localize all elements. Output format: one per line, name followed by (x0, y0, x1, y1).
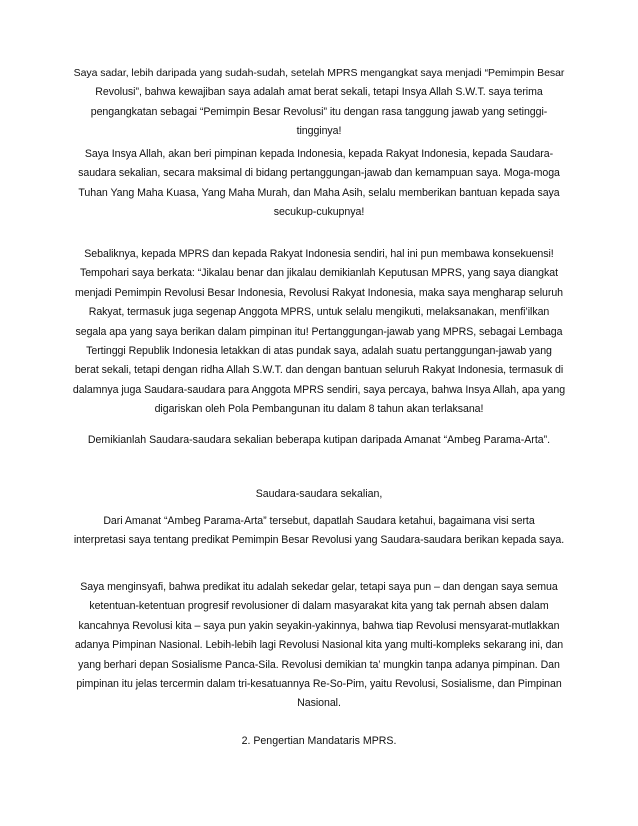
text-line: Tuhan Yang Maha Kuasa, Yang Maha Murah, dan Maha Asih, selalu memberikan bantuan kepada saya (78, 186, 560, 199)
text-line: Sebaliknya, kepada MPRS dan kepada Rakyat Indonesia sendiri, hal ini pun membawa konsekuensi! (84, 248, 554, 260)
text-line: Rakyat, termasuk juga segenap Anggota MPRS, untuk selalu mengikuti, melaksanakan, menfi’ilkan (88, 306, 550, 319)
paragraph-pemimpin-besar-revolusi (72, 64, 566, 142)
paragraph-konsekuensi (72, 245, 566, 420)
text-line: Dari Amanat “Ambeg Parama-Arta” tersebut, dapatlah Saudara ketahui, bagaimana visi serta (103, 515, 535, 527)
paragraph-pimpinan-nasional (72, 578, 566, 714)
section-heading: 2. Pengertian Mandataris MPRS. (241, 735, 397, 747)
text-line: menjadi Pemimpin Revolusi Besar Indonesia, Revolusi Rakyat Indonesia, maka saya mengharap seluruh (74, 286, 564, 299)
text-line: tingginya! (296, 125, 342, 138)
text-line: Revolusi”, bahwa kewajiban saya adalah amat berat sekali, tetapi Insya Allah S.W.T. saya terima (95, 86, 543, 99)
text-line: Nasional. (297, 697, 341, 710)
text-line: yang berhari depan Sosialisme Panca-Sila. Revolusi demikian ta’ mungkin tanpa adanya pimpinan. Dan (78, 658, 560, 671)
text-line: secukup-cukupnya! (273, 206, 365, 219)
text-line: kancahnya Revolusi kita – saya pun yakin seyakin-yakinnya, bahwa tiap Revolusi mensyarat-mutlakkan (78, 619, 560, 632)
text-line: segala apa yang saya berikan dalam pimpinan itu! Pertanggungan-jawab yang MPRS, sebagai Lembaga (75, 325, 563, 338)
text-line: pengangkatan sebagai “Pemimpin Besar Revolusi” itu dengan rasa tanggung jawab yang setinggi- (90, 105, 548, 118)
text-line: Saya menginsyafi, bahwa predikat itu adalah sekedar gelar, tetapi saya pun – dan dengan saya semua (80, 581, 558, 593)
paragraph-beri-pimpinan (72, 145, 566, 223)
text-line: interpretasi saya tentang predikat Pemimpin Besar Revolusi yang Saudara-saudara berikan kepada saya. (73, 534, 565, 547)
text-line: Tempohari saya berkata: “Jikalau benar dan jikalau demikianlah Keputusan MPRS, yang saya diangkat (79, 267, 559, 280)
text-line: digariskan oleh Pola Pembangunan itu dalam 8 tahun akan terlaksana! (154, 403, 484, 416)
text-line: berat sekali, tetapi dengan ridha Allah S.W.T. dan dengan bantuan seluruh Rakyat Indonesia, termasuk di (74, 364, 564, 377)
text-line: pimpinan itu jelas tercermin dalam tri-kesatuannya Re-So-Pim, yaitu Revolusi, Sosialisme, dan Pimpinan (76, 678, 562, 691)
text-line: ketentuan-ketentuan progresif revolusioner di dalam masyarakat kita yang tak pernah absen dalam (89, 600, 549, 613)
text-line: Tertinggi Republik Indonesia letakkan di atas pundak saya, adalah suatu pertanggungan-jawab yang (86, 345, 552, 358)
text-line: Saya sadar, lebih daripada yang sudah-sudah, setelah MPRS mengangkat saya menjadi “Pemimpin Besar (73, 67, 565, 79)
text-line: adanya Pimpinan Nasional. Lebih-lebih lagi Revolusi Nasional kita yang multi-kompleks sekarang ini, dan (74, 639, 564, 652)
text-line: saudara sekalian, secara maksimal di bidang pertanggungan-jawab dan kemampuan saya. Moga-moga (78, 167, 560, 180)
paragraph-visi-interpretasi (72, 512, 566, 551)
text-line: dalamnya juga Saudara-saudara para Anggota MPRS sendiri, saya percaya, bahwa Insya Allah, apa yang (72, 383, 566, 396)
text-line: Saya Insya Allah, akan beri pimpinan kepada Indonesia, kepada Rakyat Indonesia, kepada Saudara- (84, 148, 554, 160)
paragraph-kutipan-amanat: Demikianlah Saudara-saudara sekalian beberapa kutipan daripada Amanat “Ambeg Parama-Arta”. (87, 434, 551, 446)
paragraph-salutation: Saudara-saudara sekalian, (255, 488, 383, 500)
